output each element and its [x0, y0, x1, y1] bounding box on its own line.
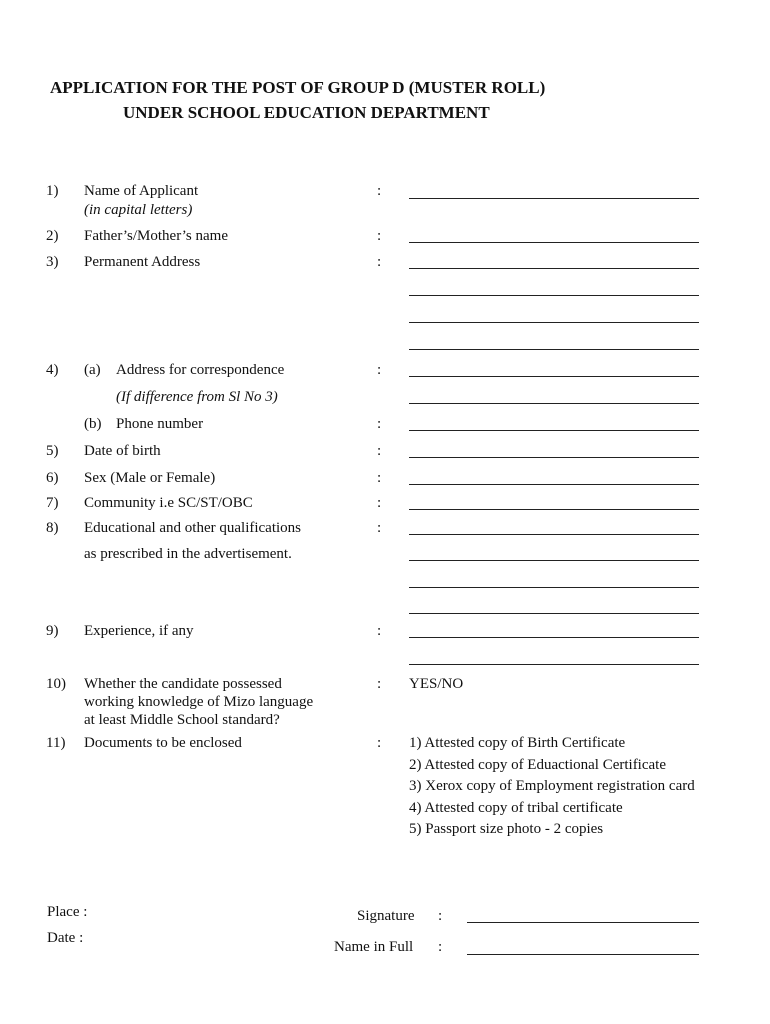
item-8-label-continued: as prescribed in the advertisement. — [84, 546, 292, 562]
item-4b-colon: : — [377, 416, 382, 432]
item-11-number: 11) — [46, 735, 66, 751]
permanent-address-line-2[interactable] — [409, 295, 699, 296]
parent-name-field[interactable] — [409, 242, 699, 243]
item-9-colon: : — [377, 623, 382, 639]
item-5-number: 5) — [46, 443, 59, 459]
item-4a-label: Address for correspondence — [116, 362, 285, 378]
item-4b-marker: (b) — [84, 416, 102, 432]
item-4a-colon: : — [377, 362, 382, 378]
yes-no-answer[interactable]: YES/NO — [409, 676, 464, 692]
community-field[interactable] — [409, 509, 699, 510]
item-2-colon: : — [377, 228, 382, 244]
item-8-number: 8) — [46, 520, 59, 536]
item-6-colon: : — [377, 470, 382, 486]
permanent-address-line-3[interactable] — [409, 322, 699, 323]
form-title-line-2: UNDER SCHOOL EDUCATION DEPARTMENT — [123, 103, 490, 122]
document-item: 2) Attested copy of Eduactional Certificate — [409, 757, 666, 773]
item-10-number: 10) — [46, 676, 66, 692]
item-11-colon: : — [377, 735, 382, 751]
correspondence-address-line-2[interactable] — [409, 403, 699, 404]
date-label: Date : — [47, 930, 84, 946]
qualifications-line-4[interactable] — [409, 613, 699, 614]
item-4-number: 4) — [46, 362, 59, 378]
date-of-birth-field[interactable] — [409, 457, 699, 458]
item-1-colon: : — [377, 183, 382, 199]
item-9-number: 9) — [46, 623, 59, 639]
place-label: Place : — [47, 904, 88, 920]
item-7-number: 7) — [46, 495, 59, 511]
item-7-label: Community i.e SC/ST/OBC — [84, 495, 253, 511]
item-10-label-line-1: Whether the candidate possessed — [84, 676, 282, 692]
experience-line-2[interactable] — [409, 664, 699, 665]
document-item: 5) Passport size photo - 2 copies — [409, 821, 604, 837]
item-4b-label: Phone number — [116, 416, 204, 432]
item-9-label: Experience, if any — [84, 623, 194, 639]
item-10-label-line-3: at least Middle School standard? — [84, 712, 280, 728]
permanent-address-line-4[interactable] — [409, 349, 699, 350]
experience-line-1[interactable] — [409, 637, 699, 638]
item-2-label: Father’s/Mother’s name — [84, 228, 229, 244]
item-1-label: Name of Applicant — [84, 183, 199, 199]
item-11-label: Documents to be enclosed — [84, 735, 242, 751]
applicant-name-field[interactable] — [409, 198, 699, 199]
document-item: 4) Attested copy of tribal certificate — [409, 800, 623, 816]
document-item: 3) Xerox copy of Employment registration card — [409, 778, 695, 794]
document-item: 1) Attested copy of Birth Certificate — [409, 735, 626, 751]
qualifications-line-1[interactable] — [409, 534, 699, 535]
signature-label: Signature — [357, 908, 415, 924]
sex-field[interactable] — [409, 484, 699, 485]
item-5-label: Date of birth — [84, 443, 161, 459]
item-3-colon: : — [377, 254, 382, 270]
qualifications-line-3[interactable] — [409, 587, 699, 588]
permanent-address-line-1[interactable] — [409, 268, 699, 269]
item-6-label: Sex (Male or Female) — [84, 470, 216, 486]
item-7-colon: : — [377, 495, 382, 511]
form-title-line-1: APPLICATION FOR THE POST OF GROUP D (MUSTER ROLL) — [50, 78, 546, 97]
name-in-full-field[interactable] — [467, 954, 699, 955]
item-6-number: 6) — [46, 470, 59, 486]
item-1-number: 1) — [46, 183, 59, 199]
item-4a-marker: (a) — [84, 362, 101, 378]
item-8-colon: : — [377, 520, 382, 536]
item-10-colon: : — [377, 676, 382, 692]
item-3-number: 3) — [46, 254, 59, 270]
item-5-colon: : — [377, 443, 382, 459]
item-1-note: (in capital letters) — [84, 202, 193, 218]
item-2-number: 2) — [46, 228, 59, 244]
phone-number-field[interactable] — [409, 430, 699, 431]
correspondence-address-line-1[interactable] — [409, 376, 699, 377]
item-10-label-line-2: working knowledge of Mizo language — [84, 694, 314, 710]
signature-field[interactable] — [467, 922, 699, 923]
name-in-full-label: Name in Full — [334, 939, 414, 955]
qualifications-line-2[interactable] — [409, 560, 699, 561]
item-8-label: Educational and other qualifications — [84, 520, 302, 536]
name-in-full-colon: : — [438, 939, 443, 955]
item-3-label: Permanent Address — [84, 254, 201, 270]
item-4-note: (If difference from Sl No 3) — [116, 389, 278, 405]
signature-colon: : — [438, 908, 443, 924]
